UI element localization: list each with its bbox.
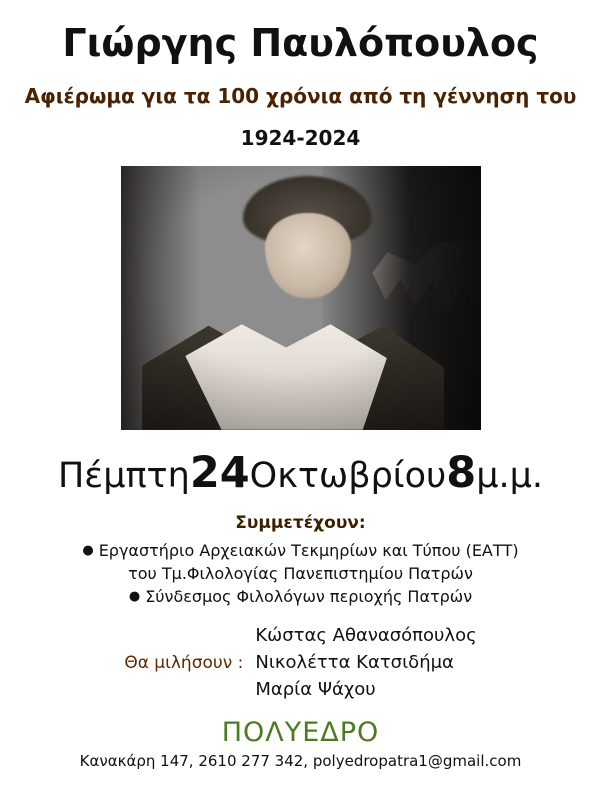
list-item <box>82 585 518 608</box>
event-hour-suffix: μ.μ. <box>476 455 544 496</box>
participants-list <box>82 539 518 609</box>
speakers-names <box>255 622 476 703</box>
bullet-icon: ● <box>82 542 94 558</box>
event-day: Πέμπτη <box>57 455 190 496</box>
photo-vignette <box>121 166 481 430</box>
speakers-section <box>10 622 591 703</box>
poster-subtitle: Αφιέρωμα για τα 100 χρόνια από τη γέννηση του <box>24 83 577 108</box>
page-title: Γιώργης Παυλόπουλος <box>62 21 539 65</box>
list-item <box>82 539 518 585</box>
participant-line-1: Σύνδεσμος Φιλολόγων περιοχής Πατρών <box>145 587 473 607</box>
contact-info: Κανακάρη 147, 2610 277 342, polyedropatra1@gmail.com <box>79 752 522 771</box>
portrait-photo <box>121 166 481 430</box>
event-hour-number: 8 <box>446 447 477 498</box>
event-month: Οκτωβρίου <box>249 455 447 496</box>
participants-label: Συμμετέχουν: <box>235 512 366 533</box>
anniversary-years: 1924-2024 <box>240 125 361 150</box>
bullet-icon: ● <box>128 589 141 605</box>
list-item: Νικολέττα Κατσιδήμα <box>255 652 454 674</box>
participant-line-1: Εργαστήριο Αρχειακών Τεκμηρίων και Τύπου (ΕΑΤΤ) <box>98 540 519 560</box>
venue-name: ΠΟΛΥΕΔΡΟ <box>221 717 380 749</box>
list-item: Κώστας Αθανασόπουλος <box>255 625 477 647</box>
speakers-label: Θα μιλήσουν : <box>124 652 244 673</box>
event-datetime <box>57 447 544 498</box>
event-date-number: 24 <box>189 447 250 498</box>
list-item: Μαρία Ψάχου <box>255 679 376 701</box>
participant-line-2: του Τμ.Φιλολογίας Πανεπιστημίου Πατρών <box>128 564 473 584</box>
